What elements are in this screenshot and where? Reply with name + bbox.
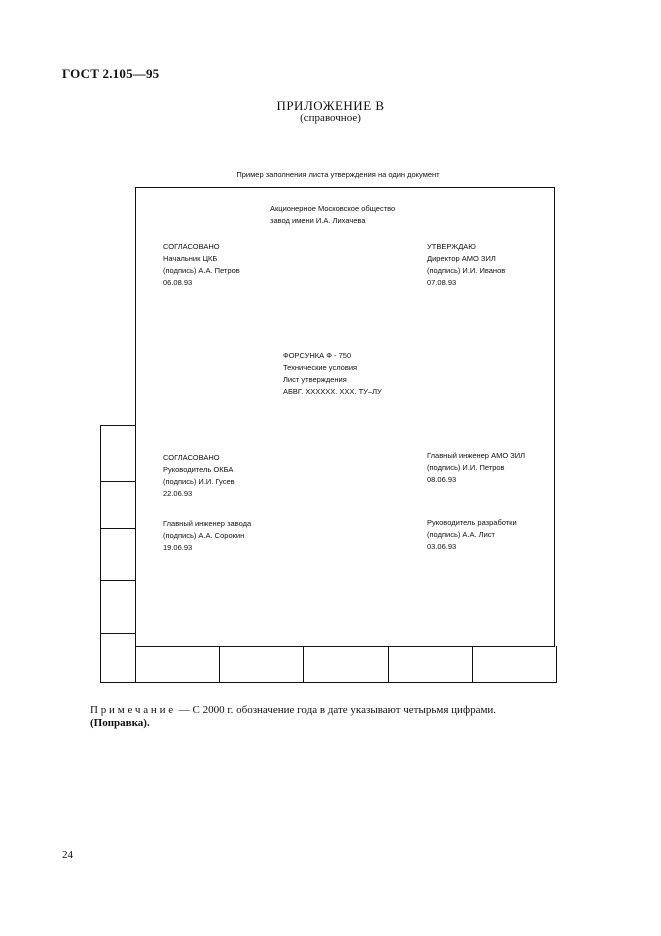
sheet-type: Лист утверждения xyxy=(283,375,347,384)
standard-id: ГОСТ 2.105—95 xyxy=(62,66,160,81)
page-number: 24 xyxy=(62,849,73,861)
side-stamp-strip xyxy=(100,425,136,683)
signature-date: 06.08.93 xyxy=(163,278,193,287)
side-stamp-cell xyxy=(101,581,136,634)
signature-date: 22.06.93 xyxy=(163,489,193,498)
signer-signature: (подпись) А.А. Лист xyxy=(427,530,495,539)
agreed-block-mid-left xyxy=(163,452,235,500)
approved-block-top-right xyxy=(427,241,505,289)
signer-position: Главный инженер АМО ЗИЛ xyxy=(427,451,526,460)
footnote-text: — С 2000 г. обозначение года в дате указывают четырьмя цифрами. xyxy=(178,704,497,716)
organization-line: завод имени И.А. Лихачева xyxy=(270,216,366,225)
footnote xyxy=(90,703,496,717)
form-caption: Пример заполнения листа утверждения на один документ xyxy=(236,170,440,179)
developer-head-block xyxy=(427,517,517,553)
chief-engineer-block xyxy=(427,450,525,486)
appendix-type: (справочное) xyxy=(300,112,361,124)
signer-position: Руководитель разработки xyxy=(427,518,517,527)
signature-date: 03.06.93 xyxy=(427,542,457,551)
side-stamp-cell xyxy=(101,426,136,482)
factory-engineer-block xyxy=(163,518,251,554)
signer-position: Руководитель ОКБА xyxy=(163,465,234,474)
signer-signature: (подпись) А.А. Сорокин xyxy=(163,531,245,540)
bottom-stamp-cell xyxy=(220,646,304,682)
side-stamp-cell xyxy=(101,482,136,529)
bottom-stamp-strip xyxy=(135,646,557,683)
side-stamp-cell xyxy=(101,529,136,581)
product-name: ФОРСУНКА Ф - 750 xyxy=(283,351,352,360)
bottom-stamp-cell xyxy=(304,646,388,682)
footnote-prefix: Примечание xyxy=(90,704,176,716)
block-heading: СОГЛАСОВАНО xyxy=(163,453,220,462)
signer-signature: (подпись) И.И. Иванов xyxy=(427,266,506,275)
signature-date: 07.08.93 xyxy=(427,278,457,287)
signature-date: 08.06.93 xyxy=(427,475,457,484)
organization-line: Акционерное Московское общество xyxy=(270,204,396,213)
block-heading: СОГЛАСОВАНО xyxy=(163,242,220,251)
signer-signature: (подпись) А.А. Петров xyxy=(163,266,240,275)
signer-position: Главный инженер завода xyxy=(163,519,252,528)
document-code: АБВГ. XXXXXX. XXX. ТУ–ЛУ xyxy=(283,387,382,396)
signer-signature: (подпись) И.И. Петров xyxy=(427,463,505,472)
block-heading: УТВЕРЖДАЮ xyxy=(427,242,476,251)
document-type: Технические условия xyxy=(283,363,358,372)
bottom-stamp-cell xyxy=(473,646,556,682)
bottom-stamp-cell xyxy=(389,646,473,682)
appendix-title: ПРИЛОЖЕНИЕ В xyxy=(276,98,385,113)
footnote-correction: (Поправка). xyxy=(90,717,150,729)
agreed-block-top-left xyxy=(163,241,240,289)
signer-signature: (подпись) И.И. Гусев xyxy=(163,477,235,486)
organization-name xyxy=(270,203,395,227)
signer-position: Начальник ЦКБ xyxy=(163,254,218,263)
signer-position: Директор АМО ЗИЛ xyxy=(427,254,496,263)
signature-date: 19.06.93 xyxy=(163,543,193,552)
bottom-stamp-cell xyxy=(136,646,220,682)
document-title-block xyxy=(283,350,382,398)
